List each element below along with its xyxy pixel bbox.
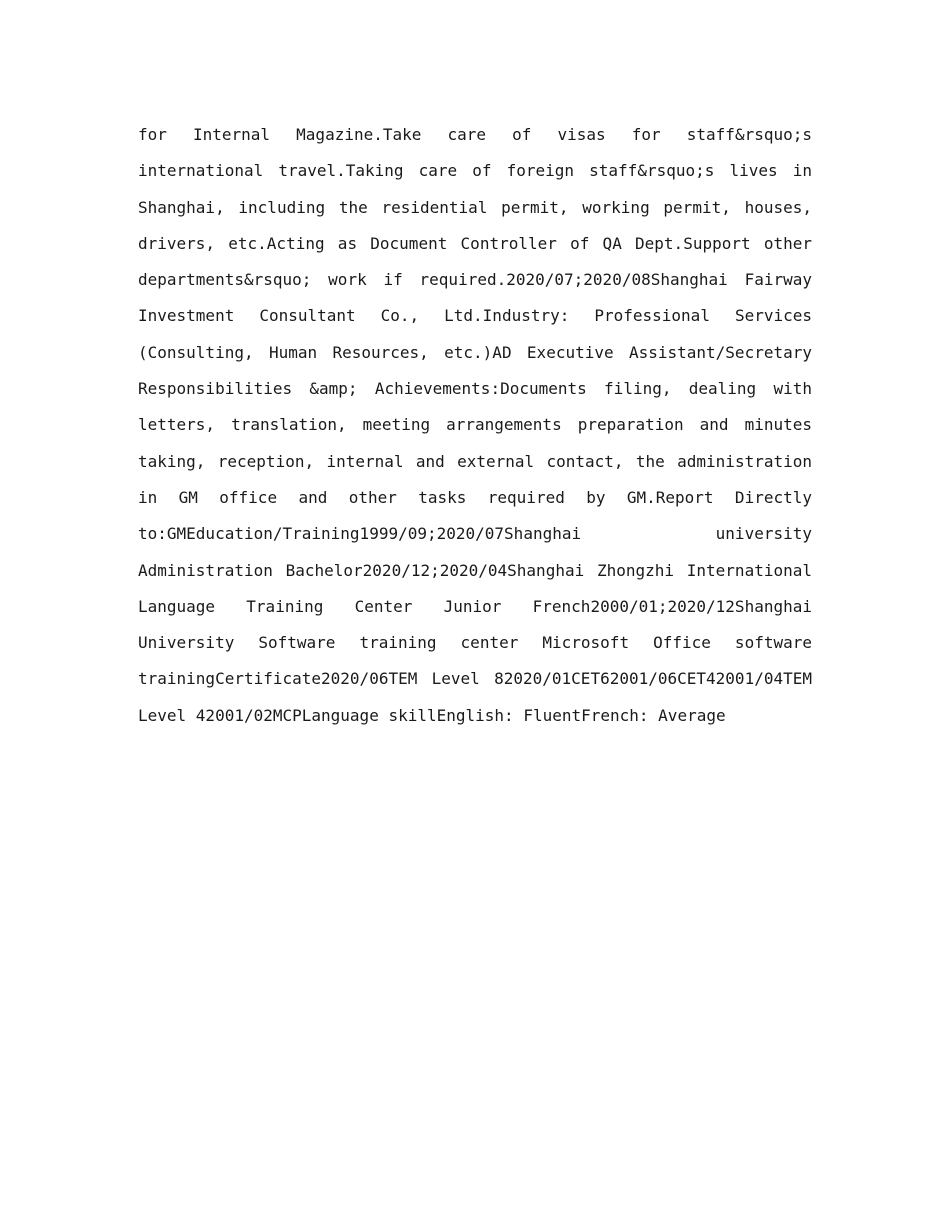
- document-body-text: for Internal Magazine.Take care of visas for staff&rsquo;s international travel.Taking care of foreign staff&rsquo;s lives in Shanghai, including the residential permit, working permit, houses, drivers, etc.Acting as Document Controller of QA Dept.Support other departments&rsquo; work if required.2020/07;2020/08Shanghai Fairway Investment Consultant Co., Ltd.Industry: Professional Services (Consulting, Human Resources, etc.)AD Executive Assistant/Secretary Responsibilities &amp; Achievements:Documents filing, dealing with letters, translation, meeting arrangements preparation and minutes taking, reception, internal and external contact, the administration in GM office and other tasks required by GM.Report Directly to:GMEducation/Training1999/09;2020/07Shanghai university Administration Bachelor2020/12;2020/04Shanghai Zhongzhi International Language Training Center Junior French2000/01;2020/12Shanghai University Software training center Microsoft Office software trainingCertificate2020/06TEM Level 82020/01CET62001/06CET42001/04TEM Level 42001/02MCPLanguage skillEnglish: FluentFrench: Average: [138, 125, 812, 725]
